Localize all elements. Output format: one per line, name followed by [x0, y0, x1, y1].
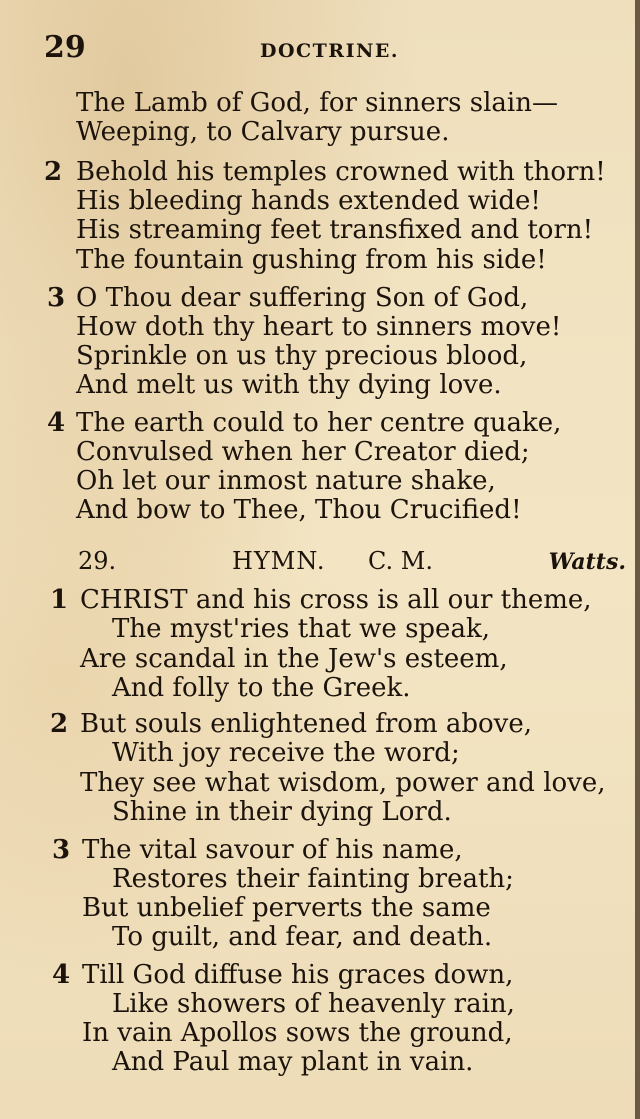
verse-line: Convulsed when her Creator died;: [76, 437, 530, 467]
hymn-author: Watts.: [548, 549, 626, 575]
verse-line: But unbelief perverts the same: [82, 893, 491, 923]
verse-line: With joy receive the word;: [112, 738, 460, 768]
verse-line: His bleeding hands extended wide!: [76, 186, 541, 216]
verse-line: Till God diffuse his graces down,: [82, 960, 514, 990]
verse-number: 1: [50, 585, 69, 615]
verse-line: And melt us with thy dying love.: [76, 370, 502, 400]
continuation-line: Weeping, to Calvary pursue.: [76, 117, 450, 147]
verse-line: In vain Apollos sows the ground,: [82, 1018, 513, 1048]
verse-line: Oh let our inmost nature shake,: [76, 466, 496, 496]
verse-number: 2: [50, 709, 69, 739]
verse-line: But souls enlightened from above,: [80, 709, 533, 739]
verse-line: To guilt, and fear, and death.: [112, 922, 493, 952]
hymn-number: 29.: [78, 547, 117, 575]
verse-line: His streaming feet transfixed and torn!: [76, 215, 594, 245]
verse-number: 4: [52, 960, 71, 990]
hymn-heading: [78, 547, 626, 581]
verse-line: The fountain gushing from his side!: [76, 245, 547, 275]
page-number: 29: [44, 30, 86, 65]
hymn-meter: C. M.: [368, 547, 433, 575]
verse-line: O Thou dear suffering Son of God,: [76, 283, 529, 313]
verse-number: 4: [47, 408, 66, 438]
verse-line: And bow to Thee, Thou Crucified!: [76, 495, 522, 525]
verse-line: The myst'ries that we speak,: [112, 614, 490, 644]
verse-line: The vital savour of his name,: [82, 835, 463, 865]
verse-line: Behold his temples crowned with thorn!: [76, 157, 606, 187]
verse-number: 3: [47, 283, 66, 313]
verse-line: The earth could to her centre quake,: [76, 408, 562, 438]
verse-line: Are scandal in the Jew's esteem,: [80, 644, 508, 674]
verse-line: Sprinkle on us thy precious blood,: [76, 341, 528, 371]
verse-line: Restores their fainting breath;: [112, 864, 514, 894]
verse-number: 2: [44, 157, 63, 187]
verse-line: And folly to the Greek.: [112, 673, 411, 703]
verse-line: They see what wisdom, power and love,: [80, 768, 606, 798]
running-head: DOCTRINE.: [260, 40, 399, 62]
verse-line: And Paul may plant in vain.: [112, 1047, 474, 1077]
hymn-title: HYMN.: [232, 547, 326, 575]
verse-line: Shine in their dying Lord.: [112, 797, 452, 827]
verse-line: How doth thy heart to sinners move!: [76, 312, 562, 342]
page-header: [44, 30, 604, 70]
continuation-line: The Lamb of God, for sinners slain—: [76, 88, 558, 118]
verse-line: CHRIST and his cross is all our theme,: [80, 585, 592, 615]
page-edge: [635, 0, 640, 1119]
verse-line: Like showers of heavenly rain,: [112, 989, 515, 1019]
verse-number: 3: [52, 835, 71, 865]
